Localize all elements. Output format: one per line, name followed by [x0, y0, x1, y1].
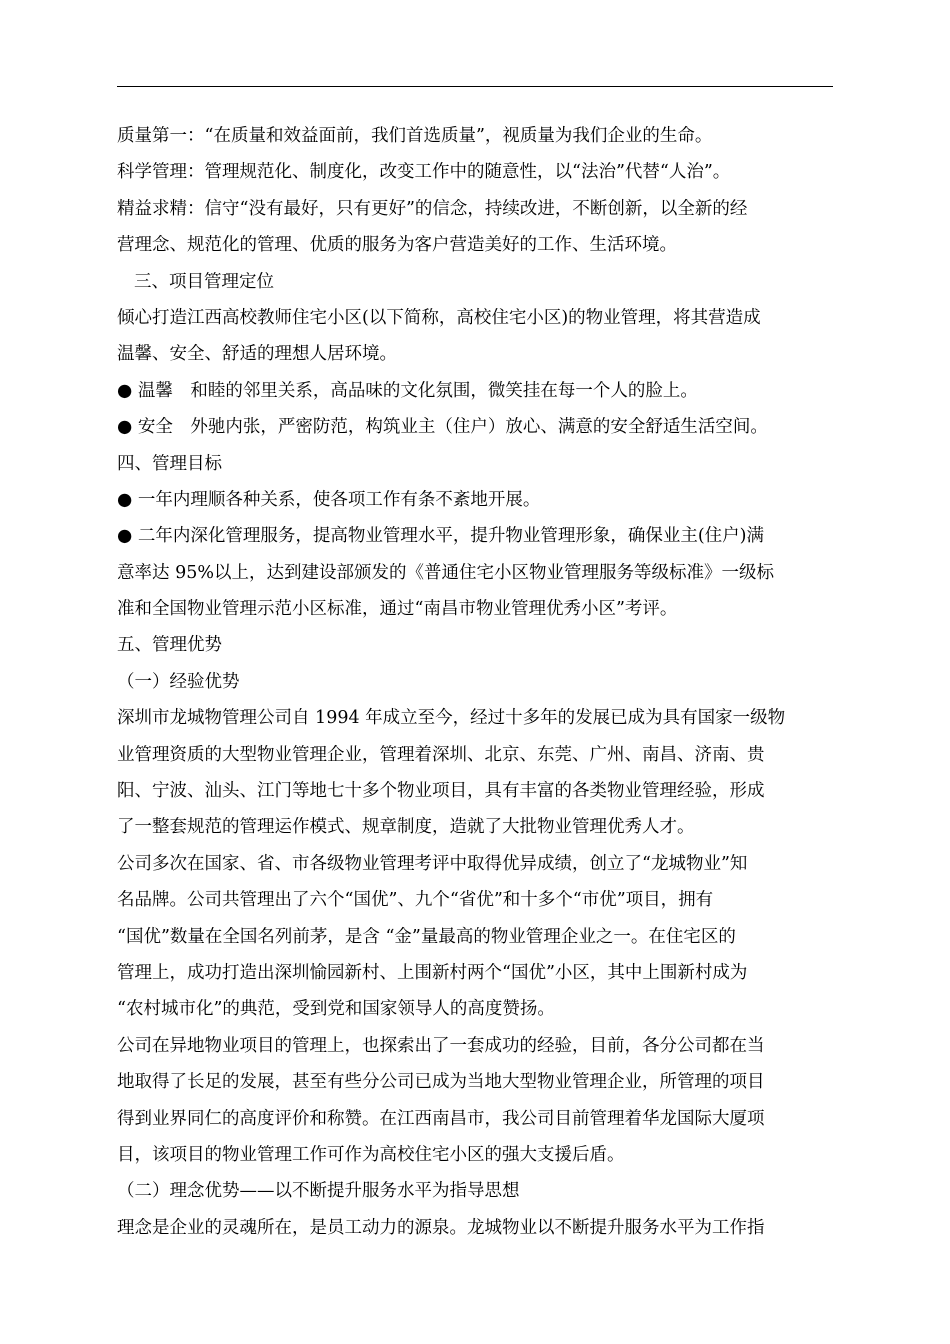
- text-line: 公司多次在国家、省、市各级物业管理考评中取得优异成绩，创立了“龙城物业”知: [117, 853, 748, 874]
- subsection-heading: （一）经验优势: [117, 671, 240, 692]
- text-line: 精益求精：信守“没有最好，只有更好”的信念，持续改进，不断创新，以全新的经: [117, 198, 748, 219]
- text-line: 深圳市龙城物管理公司自 1994 年成立至今，经过十多年的发展已成为具有国家一级物: [117, 708, 786, 729]
- text-line: 了一整套规范的管理运作模式、规章制度，造就了大批物业管理优秀人才。: [117, 817, 695, 838]
- body-text: [117, 118, 833, 1246]
- text-line: 地取得了长足的发展，甚至有些分公司已成为当地大型物业管理企业，所管理的项目: [117, 1072, 765, 1093]
- bullet-item: ● 一年内理顺各种关系，使各项工作有条不紊地开展。: [117, 489, 541, 510]
- text-line: 准和全国物业管理示范小区标准，通过“南昌市物业管理优秀小区”考评。: [117, 599, 678, 620]
- section-heading: 三、项目管理定位: [134, 271, 274, 292]
- text-line: 科学管理：管理规范化、制度化，改变工作中的随意性，以“法治”代替“人治”。: [117, 162, 731, 183]
- text-line: 倾心打造江西高校教师住宅小区(以下简称，高校住宅小区)的物业管理，将其营造成: [117, 307, 761, 328]
- text-line: 业管理资质的大型物业管理企业，管理着深圳、北京、东莞、广州、南昌、济南、贵: [117, 744, 765, 765]
- text-line: 质量第一：“在质量和效益面前，我们首选质量”，视质量为我们企业的生命。: [117, 126, 713, 146]
- text-line: “国优”数量在全国名列前茅，是含 “金”量最高的物业管理企业之一。在住宅区的: [117, 926, 736, 947]
- subsection-heading: （二）理念优势——以不断提升服务水平为指导思想: [117, 1181, 520, 1202]
- text-line: 营理念、规范化的管理、优质的服务为客户营造美好的工作、生活环境。: [117, 235, 677, 256]
- bullet-item: ● 二年内深化管理服务，提高物业管理水平，提升物业管理形象，确保业主(住户)满: [117, 526, 764, 547]
- text-line: 理念是企业的灵魂所在，是员工动力的源泉。龙城物业以不断提升服务水平为工作指: [117, 1217, 765, 1238]
- text-line: 管理上，成功打造出深圳愉园新村、上围新村两个“国优”小区，其中上围新村成为: [117, 962, 748, 983]
- text-line: 得到业界同仁的高度评价和称赞。在江西南昌市，我公司目前管理着华龙国际大厦项: [117, 1108, 765, 1129]
- section-heading: 四、管理目标: [117, 453, 222, 474]
- bullet-item: ● 温馨 和睦的邻里关系，高品味的文化氛围，微笑挂在每一个人的脸上。: [117, 380, 698, 401]
- text-line: 阳、宁波、汕头、江门等地七十多个物业项目，具有丰富的各类物业管理经验，形成: [117, 781, 765, 802]
- section-heading: 五、管理优势: [117, 635, 222, 656]
- bullet-item: ● 安全 外驰内张，严密防范，构筑业主（住户）放心、满意的安全舒适生活空间。: [117, 417, 768, 438]
- header-rule: [117, 86, 833, 87]
- text-line: 公司在异地物业项目的管理上，也探索出了一套成功的经验，目前，各分公司都在当: [117, 1035, 765, 1056]
- text-line: 名品牌。公司共管理出了六个“国优”、九个“省优”和十多个“市优”项目，拥有: [117, 890, 714, 911]
- text-line: 目，该项目的物业管理工作可作为高校住宅小区的强大支援后盾。: [117, 1144, 625, 1165]
- text-line: “农村城市化”的典范，受到党和国家领导人的高度赞扬。: [117, 999, 555, 1020]
- text-line: 意率达 95%以上，达到建设部颁发的《普通住宅小区物业管理服务等级标准》一级标: [117, 562, 774, 583]
- text-line: 温馨、安全、舒适的理想人居环境。: [117, 344, 397, 365]
